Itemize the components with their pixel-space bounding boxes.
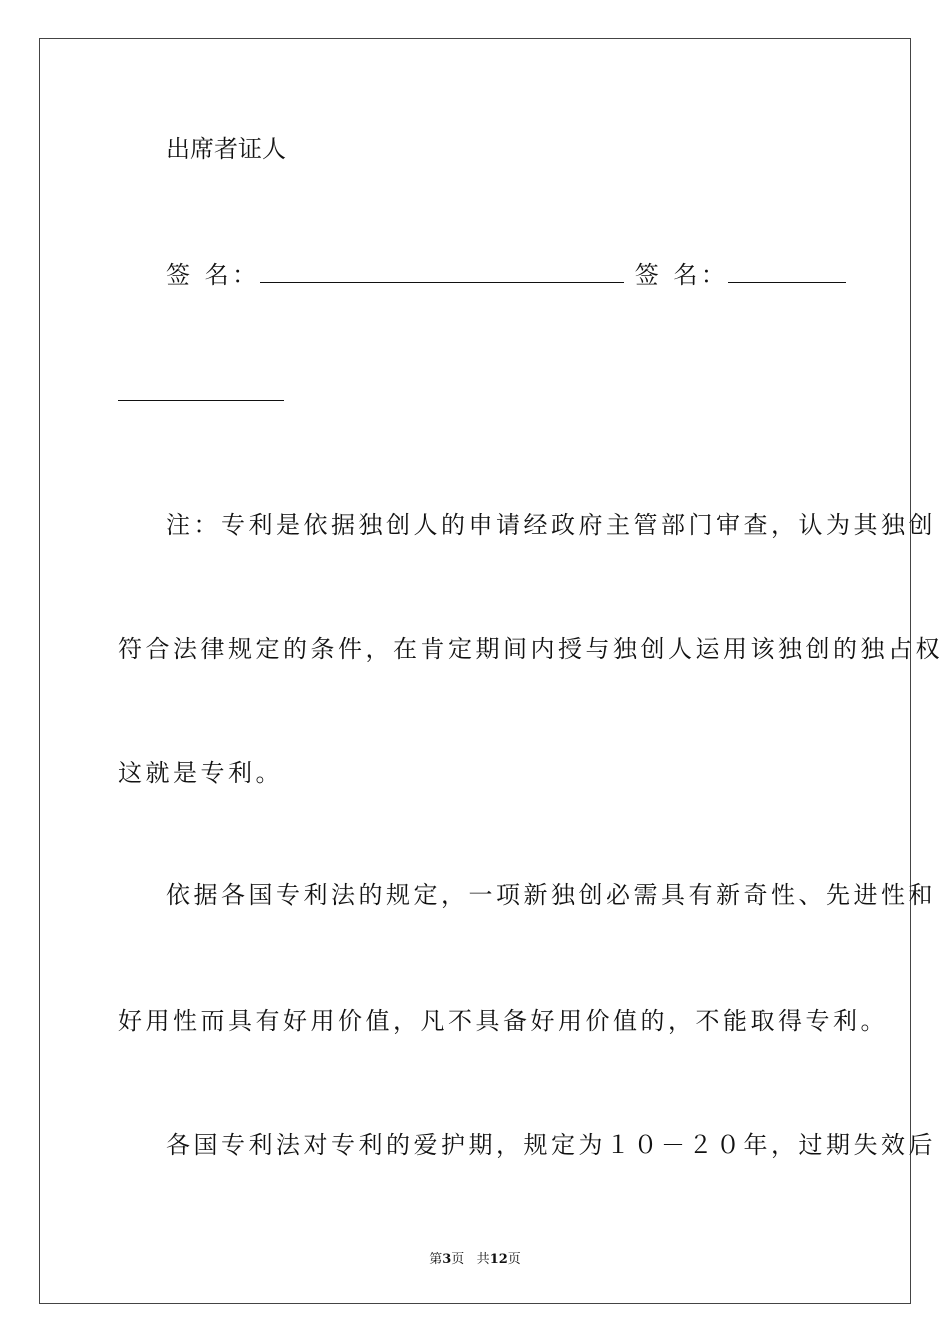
page-footer	[0, 1248, 950, 1267]
signature-row	[166, 260, 846, 290]
paragraph-line: 好用性而具有好用价值，凡不具备好用价值的，不能取得专利。	[118, 1007, 888, 1035]
signature-label-2: 签 名：	[634, 261, 729, 289]
witness-heading: 出席者证人	[166, 135, 286, 163]
footer-total-suffix: 页	[507, 1252, 521, 1267]
paragraph-line: 这就是专利。	[118, 759, 283, 787]
signature-blank-2[interactable]	[728, 260, 846, 283]
footer-total-prefix: 共	[476, 1252, 490, 1267]
footer-page-suffix: 页	[451, 1252, 465, 1267]
signature-blank-continued[interactable]	[118, 378, 284, 408]
paragraph-line: 依据各国专利法的规定，一项新独创必需具有新奇性、先进性和	[166, 881, 936, 909]
footer-page-number: 3	[442, 1252, 452, 1267]
paragraph-line: 注：专利是依据独创人的申请经政府主管部门审查，认为其独创	[166, 511, 936, 539]
signature-blank-1[interactable]	[260, 260, 624, 283]
footer-total-pages: 12	[489, 1252, 508, 1267]
blank-line	[118, 378, 284, 401]
page-border	[39, 38, 911, 1304]
paragraph-line: 各国专利法对专利的爱护期，规定为１０－２０年，过期失效后	[166, 1131, 936, 1159]
footer-prefix: 第	[429, 1252, 443, 1267]
signature-label-1: 签 名：	[166, 261, 260, 289]
paragraph-line: 符合法律规定的条件，在肯定期间内授与独创人运用该独创的独占权	[118, 635, 943, 663]
